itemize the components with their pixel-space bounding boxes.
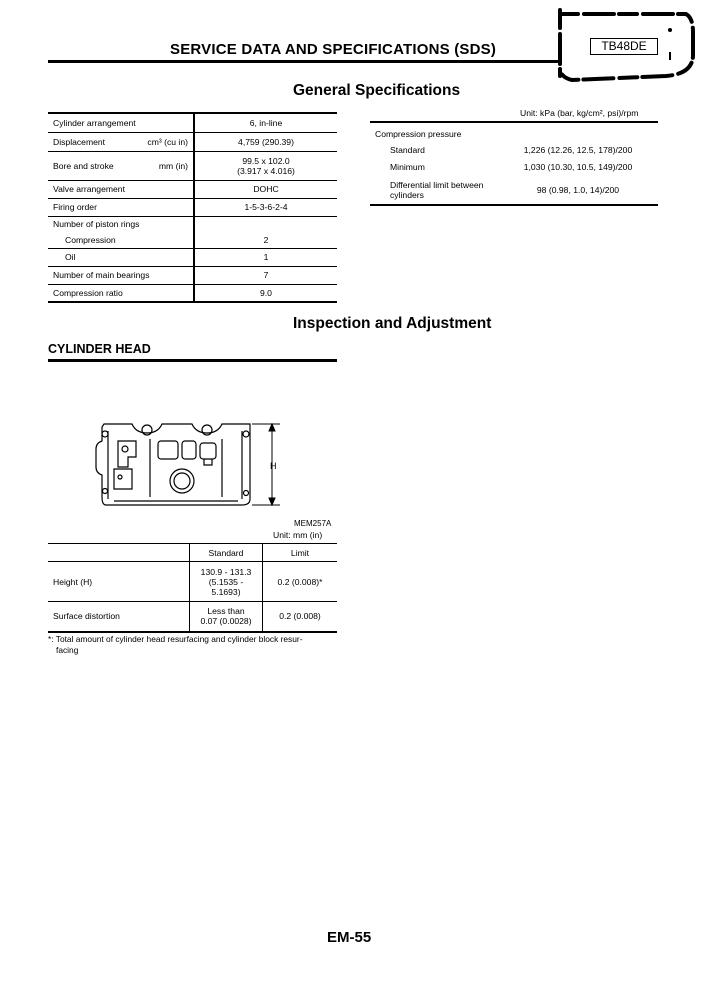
spec-value: 2 — [194, 232, 337, 248]
limit-value: 0.2 (0.008) — [263, 602, 338, 632]
cylinder-head-label: Height (H) — [48, 562, 190, 602]
general-specifications-title: General Specifications — [293, 82, 461, 99]
cylinder-head-header-row — [48, 544, 337, 562]
footnote-line: facing — [56, 644, 79, 655]
general-specifications-table — [48, 112, 337, 303]
spec-row-compression-rings — [48, 232, 337, 248]
spec-unit: cm³ (cu in) — [147, 136, 188, 147]
compression-label: Minimum — [390, 161, 425, 172]
compression-pressure-table — [370, 121, 658, 206]
engine-code-tag: TB48DE — [590, 38, 658, 55]
cylinder-head-row-height — [48, 562, 337, 602]
spec-label: Number of main bearings — [48, 266, 194, 284]
standard-value: Less than — [207, 606, 245, 617]
spec-row-valve-arrangement — [48, 180, 337, 198]
spec-label: Compression — [48, 232, 194, 248]
spec-unit: mm (in) — [158, 160, 188, 171]
standard-value: 130.9 - 131.3 — [200, 566, 252, 577]
cylinder-head-drawing — [92, 419, 287, 511]
footnote — [48, 634, 340, 655]
spec-value: 4,759 (290.39) — [194, 132, 337, 151]
spec-value: 9.0 — [260, 287, 272, 298]
inspection-adjustment-title: Inspection and Adjustment — [293, 315, 492, 332]
compression-label: Standard — [390, 144, 425, 155]
column-header-standard: Standard — [190, 544, 263, 562]
compression-row-differential — [370, 175, 658, 205]
spec-label: Compression ratio — [48, 284, 194, 302]
cylinder-head-table — [48, 543, 337, 633]
spec-value: 1-5-3-6-2-4 — [194, 198, 337, 216]
spec-value-imperial: (3.917 x 4.016) — [237, 165, 295, 176]
compression-value: 98 (0.98, 1.0, 14)/200 — [536, 184, 620, 195]
spec-label: Cylinder arrangement — [48, 113, 194, 132]
spec-value: 99.5 x 102.0 — [242, 155, 290, 166]
height-dimension-label: H — [270, 461, 277, 471]
compression-row-standard — [370, 141, 658, 158]
cylinder-head-unit-note: Unit: mm (in) — [273, 530, 323, 540]
spec-row-firing-order — [48, 198, 337, 216]
compression-unit-note: Unit: kPa (bar, kg/cm², psi)/rpm — [520, 108, 639, 118]
header-rule — [48, 60, 558, 63]
spec-row-compression-ratio — [48, 284, 337, 302]
limit-value: 0.2 (0.008)* — [263, 562, 338, 602]
spec-value: 7 — [194, 266, 337, 284]
spec-row-bore-stroke — [48, 151, 337, 180]
spec-value: 6, in-line — [194, 113, 337, 132]
spec-row-displacement — [48, 132, 337, 151]
spec-label: Firing order — [48, 198, 194, 216]
spec-row-cylinder-arrangement — [48, 113, 337, 132]
compression-label: Differential limit between — [390, 179, 484, 190]
compression-row-minimum — [370, 158, 658, 175]
spec-label: Displacement — [53, 136, 106, 147]
compression-value: 1,030 (10.30, 10.5, 149)/200 — [523, 161, 633, 172]
compression-heading: Compression pressure — [375, 128, 462, 139]
spec-value: DOHC — [194, 180, 337, 198]
cylinder-head-row-distortion — [48, 602, 337, 632]
spec-value: 1 — [194, 248, 337, 266]
spec-row-main-bearings — [48, 266, 337, 284]
standard-value: 0.07 (0.0028) — [200, 616, 252, 627]
cylinder-head-title: CYLINDER HEAD — [48, 342, 151, 356]
column-header-limit: Limit — [263, 544, 338, 562]
page-title: SERVICE DATA AND SPECIFICATIONS (SDS) — [170, 41, 497, 58]
spec-label: Bore and stroke — [53, 160, 114, 171]
standard-value: 5.1693) — [211, 586, 241, 597]
compression-label-cont: cylinders — [390, 189, 424, 200]
compression-heading-row — [370, 122, 658, 141]
spec-row-oil-rings — [48, 248, 337, 266]
corner-tab-marking — [556, 8, 696, 83]
spec-row-piston-rings — [48, 216, 337, 232]
cylinder-head-rule — [48, 359, 337, 362]
spec-label: Valve arrangement — [48, 180, 194, 198]
figure-code: MEM257A — [294, 519, 332, 528]
compression-value: 1,226 (12.26, 12.5, 178)/200 — [523, 144, 633, 155]
standard-value: (5.1535 - — [208, 576, 244, 587]
footnote-line: *: Total amount of cylinder head resurfacing and cylinder block resur- — [48, 634, 303, 644]
cylinder-head-label: Surface distortion — [53, 611, 120, 622]
page-number: EM-55 — [327, 929, 372, 946]
spec-label: Oil — [48, 248, 194, 266]
spec-label: Number of piston rings — [48, 216, 194, 232]
